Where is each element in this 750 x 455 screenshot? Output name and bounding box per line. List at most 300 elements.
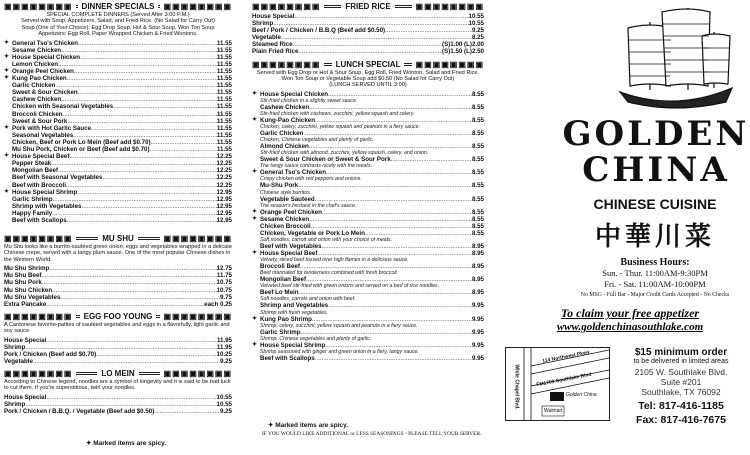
spicy-marker-icon [4, 210, 12, 217]
menu-item-price: 8.95 [471, 276, 484, 284]
dot-leader [80, 54, 217, 61]
location-map [505, 347, 610, 421]
menu-item [252, 27, 484, 34]
menu-item-name: Orange Peel Chicken [12, 68, 74, 75]
dot-leader [325, 342, 472, 349]
menu-item-name: Garlic Chicken [260, 130, 304, 138]
menu-item-description: Velveted beef stir-fried with green onions and served on a bed of rice noodles. [260, 283, 440, 290]
website-link[interactable]: www.goldenchinasouthlake.com [556, 321, 704, 333]
hours-weekend: Fri. - Sat. 11:00AM-10:00PM [604, 279, 706, 289]
promo-block [510, 306, 750, 333]
brand-logo [562, 116, 750, 188]
menu-item [252, 342, 484, 349]
menu-item-description: Chinese style burritos. [260, 189, 312, 196]
menu-item-name: Beef with Scallops [260, 354, 315, 362]
menu-item-description: Stir-fried chicken with almond, zucchini, yellow squash, celery, and onion. [260, 150, 429, 157]
menu-item-name: Cashew Chicken [12, 96, 62, 104]
dot-leader [151, 139, 217, 146]
spicy-marker-icon [4, 47, 12, 54]
dot-leader [322, 209, 472, 216]
spicy-marker-icon [4, 61, 12, 68]
menu-item-name: Beef with Vegetables [260, 243, 322, 250]
spicy-marker-icon: ✦ [252, 341, 258, 348]
friedrice-title: FRIED RICE [345, 2, 391, 11]
eggfoo-description: A Cantonese favorite-patties of sautéed vegetables and eggs in a flavorfully, light garlic and soy sauce. [4, 321, 230, 335]
spicy-note-middle: ✦ Marked items are spicy. [268, 422, 349, 429]
telephone[interactable]: Tel: 817-416-1185 [638, 400, 724, 412]
menu-item-name: House Special Chicken [12, 53, 81, 61]
dot-leader [33, 358, 220, 365]
menu-item-description: Beef marinated for tenderness combined with fresh broccoli. [260, 270, 399, 277]
lomein-list [4, 394, 232, 415]
map-road-southlake: FM1709 Southlake Blvd [535, 371, 592, 389]
menu-item-description: Chicken, celery, zucchini, yellow squash and peanuts in a fiery sauce. [260, 124, 420, 131]
menu-item-name: Garlic Shrimp [260, 328, 301, 336]
spicy-marker-icon [252, 223, 260, 230]
menu-item [4, 265, 232, 272]
dot-leader [315, 196, 472, 203]
menu-item-price: 9.95 [471, 315, 484, 323]
lomein-header: ▣▣▣▣▣▣▣▣ LO MEIN ▣▣▣▣▣▣▣▣ [4, 369, 232, 379]
brand-line2: CHINA [582, 150, 730, 190]
menu-item-name: Chicken, Vegetable or Pork Lo Mein [260, 229, 365, 237]
menu-item-name: Pepper Steak [12, 160, 52, 168]
menu-item-description: Shrimp, Chinese vegetables and plenty of garlic. [260, 335, 372, 342]
menu-item-description: Soft noodles, carrott and onion with your choice of meats. [260, 237, 393, 243]
menu-item-description: Shrimp seasoned with ginger and green onion in a fiery, tangy sauce. [260, 348, 419, 355]
dot-leader [303, 130, 472, 137]
menu-item-price: 10.25 [216, 350, 232, 358]
spicy-marker-icon [4, 174, 12, 181]
dot-leader [53, 196, 217, 203]
dot-leader [52, 210, 216, 217]
menu-item [4, 301, 232, 308]
menu-item-price: 11.55 [216, 82, 232, 90]
menu-item-name: Mu Shu Shrimp [4, 265, 50, 273]
menu-item-price: 11.55 [216, 68, 232, 75]
delivery-limit: to be delivered in limited areas [633, 358, 729, 365]
spicy-marker-icon: ✦ [252, 208, 258, 215]
menu-item [4, 40, 232, 47]
menu-item-name: Shrimp and Vegetables [260, 302, 329, 310]
menu-item-name: House Special Beef [12, 153, 70, 161]
spicy-marker-icon: ✦ [4, 39, 10, 46]
address-line2: Suite #201 [660, 377, 702, 387]
menu-item [4, 132, 232, 139]
spicy-marker-icon [252, 355, 260, 362]
spicy-marker-icon [4, 217, 12, 224]
menu-item [252, 196, 484, 203]
menu-item-price: 8.95 [471, 250, 484, 258]
address-line1: 2105 W. Southlake Blvd. [634, 367, 728, 377]
dot-leader [385, 27, 472, 34]
menu-item-name: Beef with Scallops [12, 216, 67, 224]
dot-leader [49, 265, 216, 272]
dot-leader [294, 13, 468, 20]
map-road-northwest: 114 Northwest Pkwy [541, 349, 591, 365]
menu-item-price: 11.55 [216, 60, 232, 68]
menu-item-name: Pork with Hot Garlic Sauce [12, 124, 92, 132]
menu-item-price: 12.25 [216, 181, 232, 189]
menu-item [252, 230, 484, 237]
spicy-marker-icon [252, 230, 260, 237]
minimum-order: $15 minimum order [634, 347, 728, 358]
dot-leader [328, 302, 472, 309]
menu-item [252, 243, 484, 250]
menu-item-name: Happy Family [12, 209, 53, 217]
spicy-marker-icon [252, 143, 260, 150]
menu-item-price: 11.55 [216, 146, 232, 154]
menu-item-description: Shrimp, celery, zucchini, yellow squash and peanuts in a fiery sauce. [260, 322, 418, 329]
menu-item-name: Mu Shu Beef [4, 272, 42, 280]
menu-item-price: 10.55 [216, 400, 232, 408]
spicy-marker-icon: ✦ [252, 116, 258, 123]
menu-item-price: 9.25 [471, 27, 484, 35]
menu-item [252, 329, 484, 336]
dot-leader [113, 103, 217, 110]
lunch-list [252, 91, 484, 362]
dot-leader [309, 143, 472, 150]
spicy-marker-icon [252, 130, 260, 137]
menu-item [4, 82, 232, 89]
menu-item-name: Cashew Chicken [260, 103, 310, 111]
menu-item-price: 8.55 [471, 116, 484, 124]
mushu-description: Mu Shu looks like a burrito-sautéed green onion, eggs and vegetables wrapped in a delicate Chinese crepe, served with a tangy plum sauce. One of the most popular Chinese dishes in the Western World. [4, 244, 232, 263]
spicy-marker-icon [252, 156, 260, 163]
menu-item-name: House Special Shrimp [260, 341, 326, 349]
menu-item [252, 117, 484, 124]
menu-item-description: Soft noodles, carrots and onion with beef. [260, 296, 356, 303]
menu-item-price: 9.25 [219, 408, 232, 416]
menu-item [4, 189, 232, 196]
dot-leader [61, 96, 217, 103]
dot-leader [25, 401, 216, 408]
lunch-description: Served with Egg Drop or Hot & Sour Soup, Egg Roll, Fried Wonton, Salad and Fried Rice. Won Ton Soup or Vegetable Soup add $0.50 (No Salad for Carry Out) (LUNCH SERVED UNTIL 3:00) [256, 69, 480, 89]
menu-item-name: House Special [4, 336, 47, 344]
dot-leader [58, 61, 217, 68]
menu-item-price: 8.55 [471, 103, 484, 111]
junk-boat-illustration [610, 2, 740, 114]
menu-item-price: 10.55 [216, 393, 232, 401]
menu-item-price: 8.95 [471, 263, 484, 271]
menu-item-price: 11.55 [216, 39, 232, 47]
menu-item [252, 34, 484, 41]
dot-leader [67, 75, 217, 82]
menu-item-price: 8.95 [471, 243, 484, 250]
menu-item-name: Plain Fried Rice [252, 48, 299, 56]
menu-item [4, 54, 232, 61]
menu-item-name: Steamed Rice [252, 41, 293, 49]
menu-item-name: House Special Shrimp [12, 188, 78, 196]
spicy-marker-icon: ✦ [252, 169, 258, 176]
spicy-marker-icon [4, 196, 12, 203]
dot-leader [77, 189, 216, 196]
map-restaurant-label: Golden China [566, 392, 597, 398]
menu-item-price: 12.25 [216, 167, 232, 175]
menu-item-name: Mu Shu Pork [4, 279, 42, 287]
menu-item [4, 279, 232, 286]
menu-item-price: 11.95 [216, 343, 232, 351]
spicy-marker-icon: ✦ [252, 315, 258, 322]
menu-item-price: 11.95 [216, 336, 232, 344]
menu-item-name: Orange Peel Chicken [260, 208, 322, 216]
spicy-marker-icon [4, 203, 12, 210]
menu-item-price: 11.55 [216, 131, 232, 139]
dot-leader [42, 279, 217, 286]
business-hours [560, 257, 750, 298]
menu-item [4, 287, 232, 294]
spicy-marker-icon [4, 89, 12, 96]
menu-item [4, 344, 232, 351]
dot-leader [328, 91, 472, 98]
dot-leader [55, 82, 217, 89]
menu-item-price: 12.95 [216, 209, 232, 217]
menu-item [4, 272, 232, 279]
spicy-marker-icon: ✦ [4, 53, 10, 60]
menu-item-description: Chicken, Chinese vegetables and plenty of garlic. [260, 137, 374, 144]
menu-item-name: Pork / Chicken (Beef add $0.70) [4, 350, 97, 358]
menu-item [252, 156, 484, 163]
menu-item [4, 68, 232, 75]
menu-item [4, 96, 232, 103]
dot-leader [58, 167, 216, 174]
spicy-marker-icon [4, 132, 12, 139]
spicy-marker-icon [252, 196, 260, 203]
dot-leader [63, 111, 217, 118]
dot-leader [46, 301, 204, 308]
dot-leader [78, 89, 217, 96]
menu-item-price: 8.55 [471, 169, 484, 177]
menu-item-price: 10.55 [468, 13, 484, 20]
menu-item-name: Extra Pancake [4, 300, 47, 308]
menu-item [252, 13, 484, 20]
menu-item-name: General Tso's Chicken [12, 39, 79, 47]
menu-item-name: Sweet & Sour Chicken [12, 89, 78, 97]
menu-item [252, 355, 484, 362]
menu-item-price: 8.55 [471, 208, 484, 216]
menu-item-name: Kung-Pao Chicken [260, 116, 316, 124]
cuisine-label: CHINESE CUISINE [593, 196, 717, 212]
menu-item-price: 11.55 [216, 89, 232, 97]
menu-item-name: Mongolian Beef [12, 167, 59, 175]
menu-item [4, 196, 232, 203]
menu-item-description: Velvety, sliced beef tossed over high flames in a delicious sauce. [260, 257, 409, 264]
menu-item-price: 12.95 [216, 195, 232, 203]
menu-item [4, 203, 232, 210]
menu-item-description: Shrimp with fresh vegetables. [260, 309, 329, 316]
menu-item-price: 12.25 [216, 153, 232, 161]
menu-item-name: Chicken Broccoli [260, 222, 311, 230]
spicy-marker-icon [4, 96, 12, 103]
menu-item-price: 10.75 [216, 279, 232, 287]
menu-item [4, 160, 232, 167]
menu-item-price: 9.25 [219, 357, 232, 365]
dot-leader [306, 276, 472, 283]
menu-item-name: Vegetable Sauteed [260, 195, 315, 203]
menu-item-name: Mu-Shu Pork [260, 182, 299, 190]
menu-item-price: 11.55 [216, 75, 232, 83]
menu-item-price: 11.55 [216, 103, 232, 111]
menu-item-name: Kung Pao Shrimp [260, 315, 312, 323]
spicy-marker-icon [252, 263, 260, 270]
spicy-marker-icon [252, 289, 260, 296]
menu-item-price: 8.55 [471, 222, 484, 230]
mushu-list [4, 265, 232, 308]
menu-item-name: Beef / Pork / Chicken / B.B.Q (Beef add $0.50) [252, 27, 386, 35]
dot-leader [25, 344, 217, 351]
menu-item-price: 8.55 [471, 130, 484, 138]
menu-item [4, 210, 232, 217]
dot-leader [60, 294, 220, 301]
dot-leader [300, 263, 472, 270]
dinner-specials-description: SPECIAL COMPLETE DINNERS (Served After 3:00 P.M.) Served with Soup, Appetizers, Salad, and Fried Rice. (No Salad for Carry Out) Soup (One of Your Choice): Egg Drop Soup, Hot & Sour Soup, Won Ton Soup Appetizers: Egg Roll, Paper Wrapped Chicken & Fried Wontons. [21, 12, 215, 38]
dot-leader [312, 316, 472, 323]
hours-title: Business Hours: [620, 257, 690, 268]
dot-leader [67, 217, 217, 224]
spicy-marker-icon: ✦ [252, 215, 258, 222]
menu-item-name: Mu Shu Vegetables [4, 293, 61, 301]
menu-item-name: Garlic Chicken [12, 82, 56, 90]
menu-item-name: Shrimp [4, 343, 26, 351]
dot-leader [46, 394, 216, 401]
menu-item-name: House Special [4, 393, 47, 401]
dot-leader [96, 351, 216, 358]
menu-item [4, 351, 232, 358]
menu-item-name: Sesame Chicken [12, 46, 62, 54]
map-walmart-label: Walmart [544, 408, 563, 414]
menu-item [4, 394, 232, 401]
hours-note: No MSG - Full Bar - Major Credit Cards Accepted - No Checks [580, 292, 730, 298]
menu-item-price: (S)1.00 (L)2.00 [442, 41, 484, 49]
lomein-description: According to Chinese legend, noodles are a symbol of longevity and it is said to be bad luck to cut them. If you're superstitious, twirl your noodles. [4, 379, 231, 392]
menu-item-name: General Tso's Chicken [260, 169, 327, 177]
dot-leader [61, 47, 217, 54]
menu-item [4, 75, 232, 82]
dot-leader [311, 223, 472, 230]
menu-item [252, 216, 484, 223]
dot-leader [46, 337, 217, 344]
dot-leader [41, 272, 216, 279]
spicy-marker-icon [252, 182, 260, 189]
menu-item-price: 11.55 [216, 138, 232, 146]
menu-item [252, 223, 484, 230]
menu-item [4, 358, 232, 365]
spicy-marker-icon [4, 182, 12, 189]
dot-leader [73, 132, 217, 139]
menu-item-price: 9.95 [471, 302, 484, 310]
menu-item [4, 167, 232, 174]
friedrice-header: ▣▣▣▣▣▣▣▣ FRIED RICE ▣▣▣▣▣▣▣▣ [252, 2, 484, 11]
menu-item [252, 41, 484, 48]
menu-item [252, 104, 484, 111]
hours-weekday: Sun. - Thur. 11:00AM-9:30PM [602, 268, 708, 278]
menu-item-price: 9.95 [471, 328, 484, 336]
dot-leader [74, 68, 217, 75]
spicy-marker-icon [4, 160, 12, 167]
menu-item [252, 130, 484, 137]
chinese-characters: 中華川菜 [594, 222, 715, 252]
menu-item-price: 8.55 [471, 229, 484, 237]
menu-item [4, 294, 232, 301]
spicy-marker-icon: ✦ [252, 250, 258, 257]
dot-leader [322, 243, 472, 250]
lunch-header: ▣▣▣▣▣▣▣▣ LUNCH SPECIAL ▣▣▣▣▣▣▣▣ [252, 59, 485, 69]
spicy-marker-icon [4, 139, 12, 146]
menu-item-name: Pork / Chicken / B.B.Q. / Vegetable (Beef add $0.50) [4, 408, 155, 416]
seasoning-note: IF YOU WOULD LIKE ADDITIONAL or LESS SEASONINGS - PLEASE TELL YOUR SERVER. [262, 431, 482, 437]
menu-item-name: Vegetable [252, 34, 281, 42]
menu-item [252, 263, 484, 270]
dot-leader [309, 104, 472, 111]
dot-leader [81, 203, 216, 210]
middle-column [252, 0, 484, 362]
menu-item [252, 182, 484, 189]
dot-leader [309, 216, 472, 223]
menu-item [4, 47, 232, 54]
menu-item-price: 12.95 [216, 188, 232, 196]
lomein-title: LO MEIN [101, 369, 135, 379]
spicy-marker-icon: ✦ [4, 153, 10, 160]
menu-item-name: Beef Lo Mein [260, 289, 299, 297]
dot-leader [91, 125, 217, 132]
menu-item-price: 12.25 [216, 174, 232, 182]
brand-line1: GOLDEN [562, 114, 750, 154]
dot-leader [298, 182, 472, 189]
menu-item [4, 103, 232, 110]
contact-info [612, 347, 750, 427]
spicy-marker-icon [252, 276, 260, 283]
menu-item-name: Shrimp [252, 20, 274, 28]
menu-item-price: 11.55 [216, 96, 232, 104]
dot-leader [391, 156, 472, 163]
spicy-marker-icon: ✦ [4, 188, 10, 195]
menu-item [4, 118, 232, 125]
spicy-marker-icon [252, 104, 260, 111]
dot-leader [69, 153, 216, 160]
menu-item [4, 111, 232, 118]
menu-item-name: Vegetable [4, 357, 33, 365]
dot-leader [315, 355, 472, 362]
friedrice-list [252, 13, 484, 56]
dot-leader [326, 169, 472, 176]
menu-item [4, 125, 232, 132]
menu-item [4, 217, 232, 224]
menu-item-price: (S)1.50 (L)2.50 [442, 48, 484, 56]
menu-item [4, 182, 232, 189]
menu-item-price: 8.25 [471, 34, 484, 42]
menu-item-name: Sweet & Sour Pork [12, 117, 68, 125]
menu-item-description: Stir-fried chicken with cashews, zucchini, yellow squash and celery. [260, 110, 415, 117]
menu-item-description: Crispy chicken with red peppers and onions. [260, 176, 362, 183]
menu-item-price: 8.55 [471, 195, 484, 203]
dot-leader [78, 40, 217, 47]
menu-item-name: Mongolian Beef [260, 276, 307, 284]
menu-item-price: 8.95 [471, 289, 484, 297]
menu-item-name: Seasonal Vegetables [12, 131, 74, 139]
menu-item-name: Almond Chicken [260, 143, 309, 151]
dot-leader [317, 250, 472, 257]
dot-leader [298, 48, 442, 55]
menu-item-price: 11.55 [216, 117, 232, 125]
menu-item [252, 289, 484, 296]
dot-leader [154, 408, 220, 415]
menu-item-name: Beef with Broccoli [12, 181, 66, 189]
spicy-marker-icon [4, 111, 12, 118]
menu-item-name: Kung Pao Chicken [12, 75, 67, 83]
menu-item-price: 8.55 [471, 90, 484, 98]
spicy-marker-icon [4, 82, 12, 89]
dot-leader [315, 117, 472, 124]
